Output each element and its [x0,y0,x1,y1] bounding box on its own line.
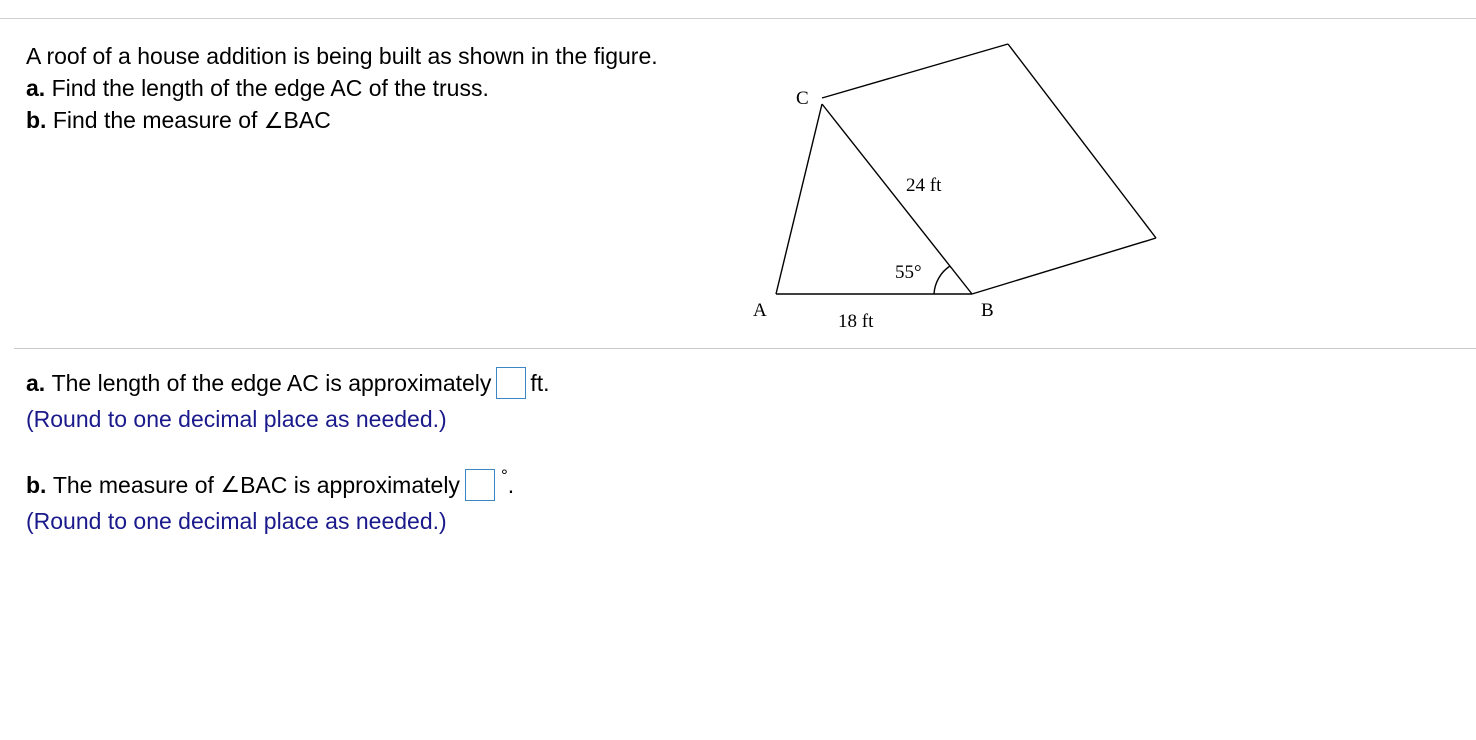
answer-a-text: The length of the edge AC is approximately [51,369,492,396]
edge-ab-label: 18 ft [838,311,874,332]
answer-b-text-before: The measure of [52,471,214,498]
answer-b-line [26,467,514,503]
answer-a-line [26,365,550,401]
angle-b-arc [934,266,950,294]
roof-truss-figure [0,0,1476,345]
angle-icon: ∠ [263,109,284,134]
roof-ridge-edge [822,44,1008,98]
answer-b-label: b. [26,471,47,498]
roof-far-edge [1008,44,1156,238]
degree-symbol: ° [500,466,508,485]
angle-icon: ∠ [220,472,241,498]
answer-a-block [26,365,550,435]
answer-b-text-after: is approximately [293,471,460,498]
answer-a-label: a. [26,369,46,396]
answer-b-block [26,467,514,537]
answer-b-period: . [507,471,515,498]
angle-b-label: 55° [895,262,922,283]
edge-ac-answer-input[interactable] [496,367,526,399]
question-intro: A roof of a house addition is being built as shown in the figure. [26,43,658,69]
vertex-a-label: A [753,300,767,321]
answer-b-angle-name: BAC [240,471,288,498]
part-a-text: Find the length of the edge AC of the truss. [51,75,489,101]
section-divider [14,348,1476,349]
part-b-text: Find the measure of [52,107,258,133]
answer-b-hint: (Round to one decimal place as needed.) [26,508,447,534]
part-b-label: b. [26,107,47,133]
answer-a-unit: ft. [530,369,550,396]
part-a-label: a. [26,75,46,101]
truss-edge-ac [776,104,822,294]
vertex-c-label: C [796,88,809,109]
roof-eave-edge [972,238,1156,294]
vertex-b-label: B [981,300,994,321]
angle-bac-answer-input[interactable] [465,469,495,501]
answer-a-hint: (Round to one decimal place as needed.) [26,406,447,432]
edge-bc-label: 24 ft [906,175,942,196]
angle-name: BAC [283,107,331,133]
